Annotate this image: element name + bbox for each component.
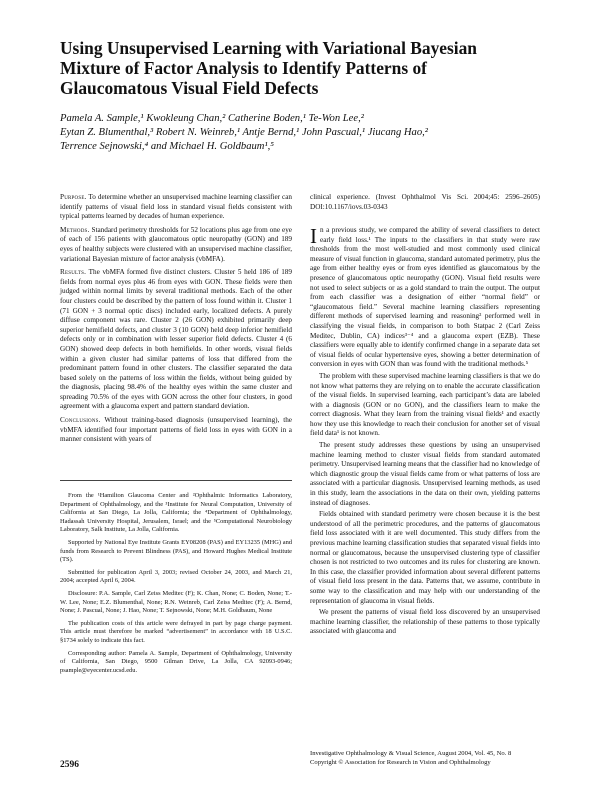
abstract-conclusions: [60, 416, 292, 445]
copyright-line: Copyright © Association for Research in Vision and Ophthalmology: [310, 759, 491, 766]
paragraph-text: n a previous study, we compared the ability of several classifiers to detect early field loss.¹ The inputs to the classifiers in that study were raw thresholds from the most well-studied and most commonly used clinical measure of visual function in glaucoma, standard automated perimetry, plus the age from either healthy eyes or from eyes identified as glaucomatous by the presence of glaucomatous optic neuropathy (GON). Visual field results were not used to select subjects or as a gold standard to train the output. The output from each classifier was a designation of either “normal field” or “glaucomatous field.” Several machine learning classifiers representing different methods of supervised learning and reasoning² performed well in classifying the visual fields, in comparison to both Statpac 2 (Carl Zeiss Meditec, Dublin, CA) indices³⁻⁴ and a glaucoma expert (EZB). These classifiers were equally able to identify confirmed change in a separate data set of visual fields of ocular hypertensive eyes, showing a better determination of conversion in eyes with GON than was found with the traditional methods.⁵: [310, 226, 540, 369]
abstract-text: Without training-based diagnosis (unsupervised learning), the vbMFA identified four important patterns of field loss in eyes with GON in a manner consistent with years of: [60, 416, 292, 444]
section-label: Results.: [60, 268, 87, 277]
footnote-publication: The publication costs of this article were defrayed in part by page charge payment. This article must therefore be marked “advertisement” in accordance with 18 U.S.C. §1734 solely to indicate this fact.: [60, 619, 292, 644]
title-line: Glaucomatous Visual Field Defects: [60, 78, 319, 98]
footnote-corresponding: Corresponding author: Pamela A. Sample, Department of Ophthalmology, University of California, San Diego, 9500 Gilman Drive, La Jolla, CA 92093-0946; psample@eyecenter.ucsd.edu.: [60, 649, 292, 674]
footnote-submitted: Submitted for publication April 3, 2003; revised October 24, 2003, and March 21, 2004; accepted April 6, 2004.: [60, 568, 292, 585]
body-paragraph: [310, 226, 540, 370]
journal-footer: [310, 749, 540, 767]
abstract-text: To determine whether an unsupervised machine learning classifier can identify patterns of visual field loss in standard visual fields consistent with typical patterns learned by decades of human experience.: [60, 193, 293, 221]
abstract-results: [60, 268, 292, 412]
footnotes: [60, 492, 292, 679]
author-line: Eytan Z. Blumenthal,³ Robert N. Weinreb,¹ Antje Bernd,¹ John Pascual,¹ Jiucang Hao,²: [60, 127, 428, 138]
abstract-text: Standard perimetry thresholds for 52 locations plus age from one eye of each of 156 patients with glaucomatous optic neuropathy (GON) and 189 eyes of healthy subjects were clustered with an unsupervised machine classifier, variational Bayesian mixture of factor analysis (vbMFA).: [60, 225, 292, 263]
footnote-support: Supported by National Eye Institute Grants EY08208 (PAS) and EY13235 (MHG) and funds from Research to Prevent Blindness (PAS), and Howard Hughes Medical Institute (TS).: [60, 538, 292, 564]
journal-citation: Investigative Ophthalmology & Visual Science, August 2004, Vol. 45, No. 8: [310, 750, 512, 757]
introduction: [310, 226, 540, 639]
footnote-affiliations: From the ¹Hamilton Glaucoma Center and ²Ophthalmic Informatics Laboratory, Department of Ophthalmology, and the ³Institute for Neural Computation, University of California at San Diego, La Jolla, California; the ⁴Department of Ophthalmology, Hadassah University Hospital, Jerusalem, Israel; and the ⁵Computational Neurobiology Laboratory, Salk Institute, La Jolla, California.: [60, 492, 292, 534]
body-paragraph: Fields obtained with standard perimetry were chosen because it is the best understood of all the perimetric procedures, and the patterns of glaucomatous field loss associated with it are well documented. This study differs from the previous machine learning classification studies that separated visual fields into normal or glaucomatous, because the unsupervised clustering type of classifier chosen is not restricted to two outcomes and its rules for clustering are known. In this case, the classifier provided information about several different patterns of visual field loss present in the data. Patterns that, we assume, contribute in some way to the classification and may help with our understanding of the representation of glaucoma in visual fields.: [310, 510, 540, 605]
section-label: Conclusions.: [60, 416, 101, 425]
abstract-text: The vbMFA formed five distinct clusters. Cluster 5 held 186 of 189 fields from normal eyes plus 46 from eyes with GON. These fields were then judged within normal limits by several traditional methods. Each of the other four clusters could be described by the pattern of loss found within it. Cluster 1 (71 GON + 3 normal optic discs) included early, localized defects. A purely diffuse component was rare. Cluster 2 (26 GON) exhibited primarily deep superior hemifield defects, and cluster 3 (10 GON) held deep inferior hemifield defects only or in combination with lesser superior field defects. Cluster 4 (6 GON) showed deep defects in both hemifields. In other words, visual fields within a given cluster had similar patterns of loss that differed from the predominant pattern found in other clusters. The classifier separated the data based solely on the patterns of loss within the fields, without being guided by the diagnosis, placing 98.4% of the healthy eyes within the same cluster and spreading 70.5% of the eyes with GON across the other four clusters, in good agreement with a glaucoma expert and pattern standard deviation.: [60, 268, 292, 411]
body-paragraph: The present study addresses these questions by using an unsupervised machine learning method to cluster visual fields from standard automated perimetry. Unsupervised learning means that the classifier had no knowledge of which diagnostic group the visual fields came from or what patterns of loss are associated with a particular diagnosis. Unsupervised learning methods, as used in this study, learn the associations in the data on their own, yielding patterns instead of diagnoses.: [310, 441, 540, 507]
author-line: Pamela A. Sample,¹ Kwokleung Chan,² Catherine Boden,¹ Te-Won Lee,²: [60, 113, 364, 124]
drop-cap: I: [310, 224, 317, 248]
footnote-divider: [60, 480, 292, 481]
section-label: Methods.: [60, 225, 90, 234]
abstract-continuation-text: clinical experience. (Invest Ophthalmol Vis Sci. 2004;45: 2596–2605) DOI:10.1167/iovs.03-0343: [310, 193, 540, 211]
body-paragraph: We present the patterns of visual field loss discovered by an unsupervised machine learning classifier, the relationship of these patterns to those typically associated with glaucoma and: [310, 608, 540, 636]
author-line: Terrence Sejnowski,⁴ and Michael H. Goldbaum¹,⁵: [60, 141, 274, 152]
title-line: Mixture of Factor Analysis to Identify Patterns of: [60, 58, 427, 78]
title-line: Using Unsupervised Learning with Variational Bayesian: [60, 38, 477, 58]
abstract-methods: [60, 226, 292, 264]
paper-title: [60, 38, 540, 98]
abstract-purpose: [60, 193, 292, 222]
abstract: [60, 193, 292, 449]
footnote-disclosure: Disclosure: P.A. Sample, Carl Zeiss Meditec (F); K. Chan, None; C. Boden, None; T.-W. Lee, None; E.Z. Blumenthal, None; R.N. Weinreb, Carl Zeiss Meditec (F); A. Bernd, None; J. Pascual, None; J. Hao, None; T. Sejnowski, None; M.H. Goldbaum, None: [60, 589, 292, 615]
section-label: Purpose.: [60, 193, 87, 201]
page-number: 2596: [60, 760, 79, 770]
abstract-continuation: [310, 193, 540, 216]
body-paragraph: The problem with these supervised machine learning classifiers is that we do not know what patterns they are relying on to enable the accurate classification of the visual fields. In supervised learning, each participant’s data are labeled with a diagnosis (GON or no GON), and the classifiers learn to make the correct diagnosis. What they learn from the training visual fields¹ and exactly how they use this knowledge to reach their conclusion for another set of visual field data¹ is not known.: [310, 371, 540, 438]
author-list: [60, 112, 530, 154]
